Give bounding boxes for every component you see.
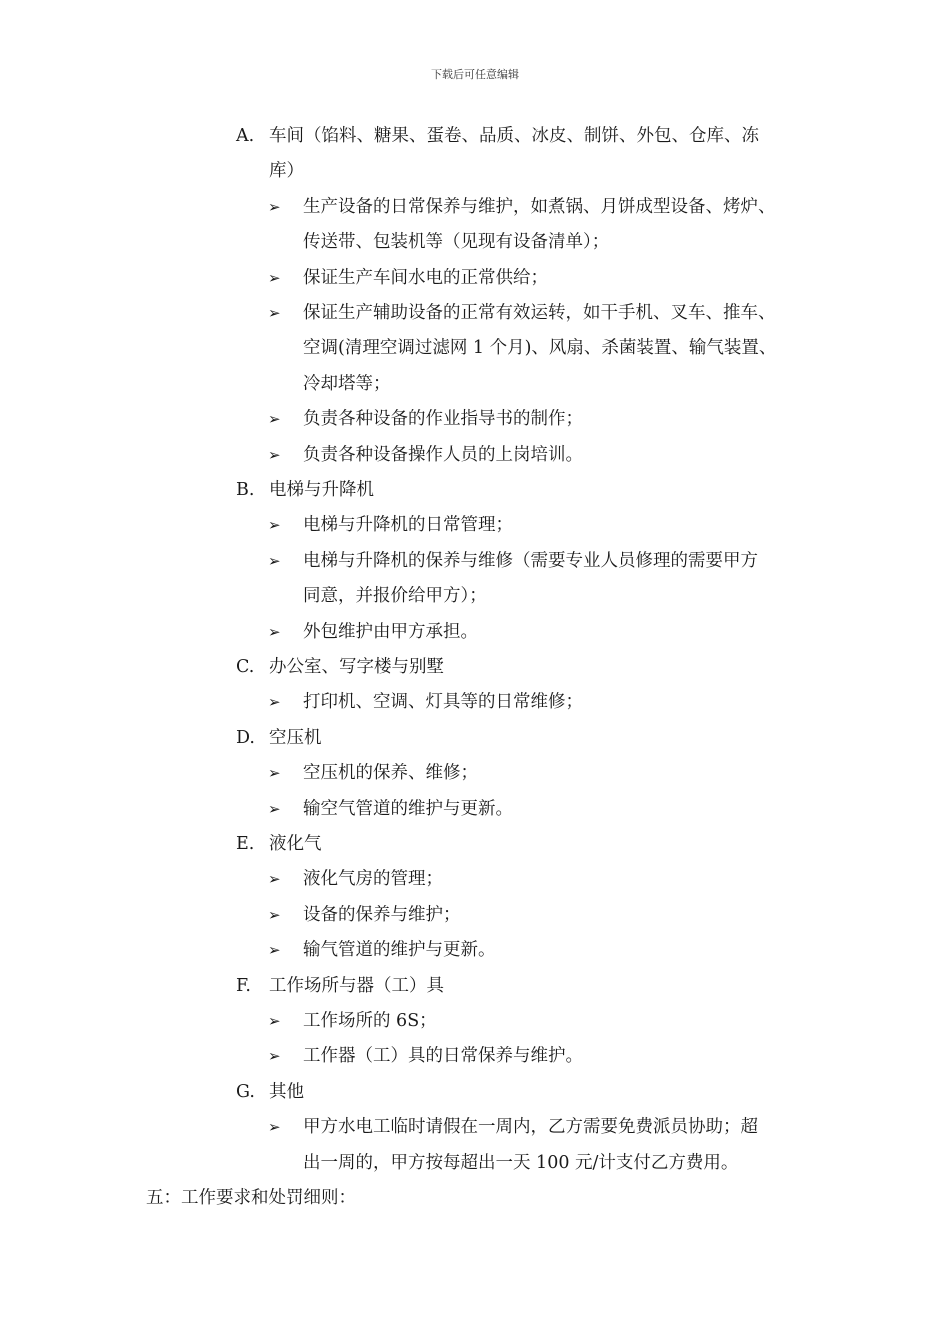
section-heading-line: [0, 720, 950, 756]
section-heading-line: [0, 826, 950, 862]
list-item-text-continued: 空调(清理空调过滤网 1 个月)、风扇、杀菌装置、输气装置、: [303, 338, 777, 359]
arrow-bullet-icon: ➢: [268, 445, 281, 464]
arrow-bullet-icon: ➢: [268, 1012, 281, 1030]
arrow-bullet-icon: ➢: [268, 764, 281, 783]
arrow-bullet-icon: ➢: [268, 516, 281, 535]
list-item-text: 输空气管道的维护与更新。: [303, 798, 513, 819]
list-item: [0, 401, 950, 437]
list-item: [0, 189, 950, 225]
list-item-text-continued: 冷却塔等；: [303, 373, 391, 394]
list-item: [0, 684, 950, 720]
list-item-text: 负责各种设备操作人员的上岗培训。: [303, 444, 583, 465]
section-heading-five: 五：工作要求和处罚细则：: [146, 1188, 356, 1208]
list-item-text: 工作器（工）具的日常保养与维护。: [303, 1046, 583, 1067]
list-item-text-continued: 传送带、包装机等（见现有设备清单）；: [303, 232, 610, 253]
list-item: [0, 295, 950, 331]
section-letter: E.: [236, 834, 255, 854]
list-item: [0, 260, 950, 296]
page-header: 下载后可任意编辑: [431, 68, 519, 81]
section-title: 电梯与升降机: [269, 480, 374, 500]
list-item-text: 空压机的保养、维修；: [303, 763, 478, 784]
list-item-text: 甲方水电工临时请假在一周内，乙方需要免费派员协助；超: [303, 1117, 758, 1138]
list-item: [0, 437, 950, 473]
section-title: 工作场所与器（工）具: [269, 975, 444, 996]
arrow-bullet-icon: ➢: [268, 304, 281, 322]
section-title: 其他: [269, 1081, 304, 1102]
section-title: 空压机: [269, 727, 322, 748]
list-item: [0, 1038, 950, 1074]
section-title-continued: 库）: [269, 161, 304, 182]
section-title: 液化气: [269, 834, 322, 854]
arrow-bullet-icon: ➢: [268, 268, 281, 287]
footer-heading-line: [0, 1180, 950, 1216]
list-item: [0, 861, 950, 897]
list-item-text: 打印机、空调、灯具等的日常维修；: [303, 692, 583, 713]
section-title: 车间（馅料、糖果、蛋卷、品质、冰皮、制饼、外包、仓库、冻: [269, 126, 759, 146]
section-letter: A.: [236, 126, 255, 146]
section-letter: F.: [236, 975, 251, 996]
list-item: [0, 932, 950, 968]
list-item-text: 设备的保养与维护；: [303, 904, 461, 925]
list-item: [0, 897, 950, 933]
list-item-text: 生产设备的日常保养与维护，如煮锅、月饼成型设备、烤炉、: [303, 196, 776, 217]
section-heading-line: [0, 153, 950, 189]
list-item: [0, 1109, 950, 1145]
arrow-bullet-icon: ➢: [268, 870, 281, 889]
arrow-bullet-icon: ➢: [268, 693, 281, 712]
section-letter: D.: [236, 727, 255, 748]
section-heading-line: [0, 1074, 950, 1110]
arrow-bullet-icon: ➢: [268, 1047, 281, 1066]
section-letter: C.: [236, 657, 255, 677]
list-item-text: 负责各种设备的作业指导书的制作；: [303, 409, 583, 430]
list-item-text: 输气管道的维护与更新。: [303, 940, 496, 961]
list-item: [0, 1145, 950, 1181]
arrow-bullet-icon: ➢: [268, 941, 281, 960]
list-item-text: 保证生产车间水电的正常供给；: [303, 267, 548, 288]
section-heading-line: [0, 118, 950, 154]
section-heading-line: [0, 649, 950, 685]
list-item: [0, 791, 950, 827]
arrow-bullet-icon: ➢: [268, 622, 281, 641]
list-item: [0, 755, 950, 791]
list-item: [0, 543, 950, 579]
list-item-text: 外包维护由甲方承担。: [303, 621, 478, 642]
list-item: [0, 330, 950, 366]
list-item: [0, 224, 950, 260]
list-item-text-continued: 出一周的，甲方按每超出一天 100 元/计支付乙方费用。: [303, 1152, 739, 1173]
arrow-bullet-icon: ➢: [268, 799, 281, 818]
list-item-text: 电梯与升降机的保养与维修（需要专业人员修理的需要甲方: [303, 550, 758, 571]
arrow-bullet-icon: ➢: [268, 905, 281, 924]
list-item: [0, 1003, 950, 1039]
section-heading-line: [0, 968, 950, 1004]
section-heading-line: [0, 472, 950, 508]
list-item-text: 保证生产辅助设备的正常有效运转，如干手机、叉车、推车、: [303, 303, 776, 323]
list-item-text: 电梯与升降机的日常管理；: [303, 515, 513, 536]
arrow-bullet-icon: ➢: [268, 410, 281, 429]
list-item: [0, 578, 950, 614]
list-item: [0, 614, 950, 650]
section-title: 办公室、写字楼与别墅: [269, 657, 444, 677]
list-item: [0, 366, 950, 402]
section-letter: G.: [236, 1081, 255, 1102]
list-item-text-continued: 同意，并报价给甲方）；: [303, 586, 487, 607]
list-item-text: 工作场所的 6S；: [303, 1011, 437, 1031]
arrow-bullet-icon: ➢: [268, 197, 281, 216]
list-item: [0, 507, 950, 543]
list-item-text: 液化气房的管理；: [303, 869, 443, 890]
arrow-bullet-icon: ➢: [268, 551, 281, 570]
arrow-bullet-icon: ➢: [268, 1118, 281, 1137]
section-letter: B.: [236, 480, 255, 500]
